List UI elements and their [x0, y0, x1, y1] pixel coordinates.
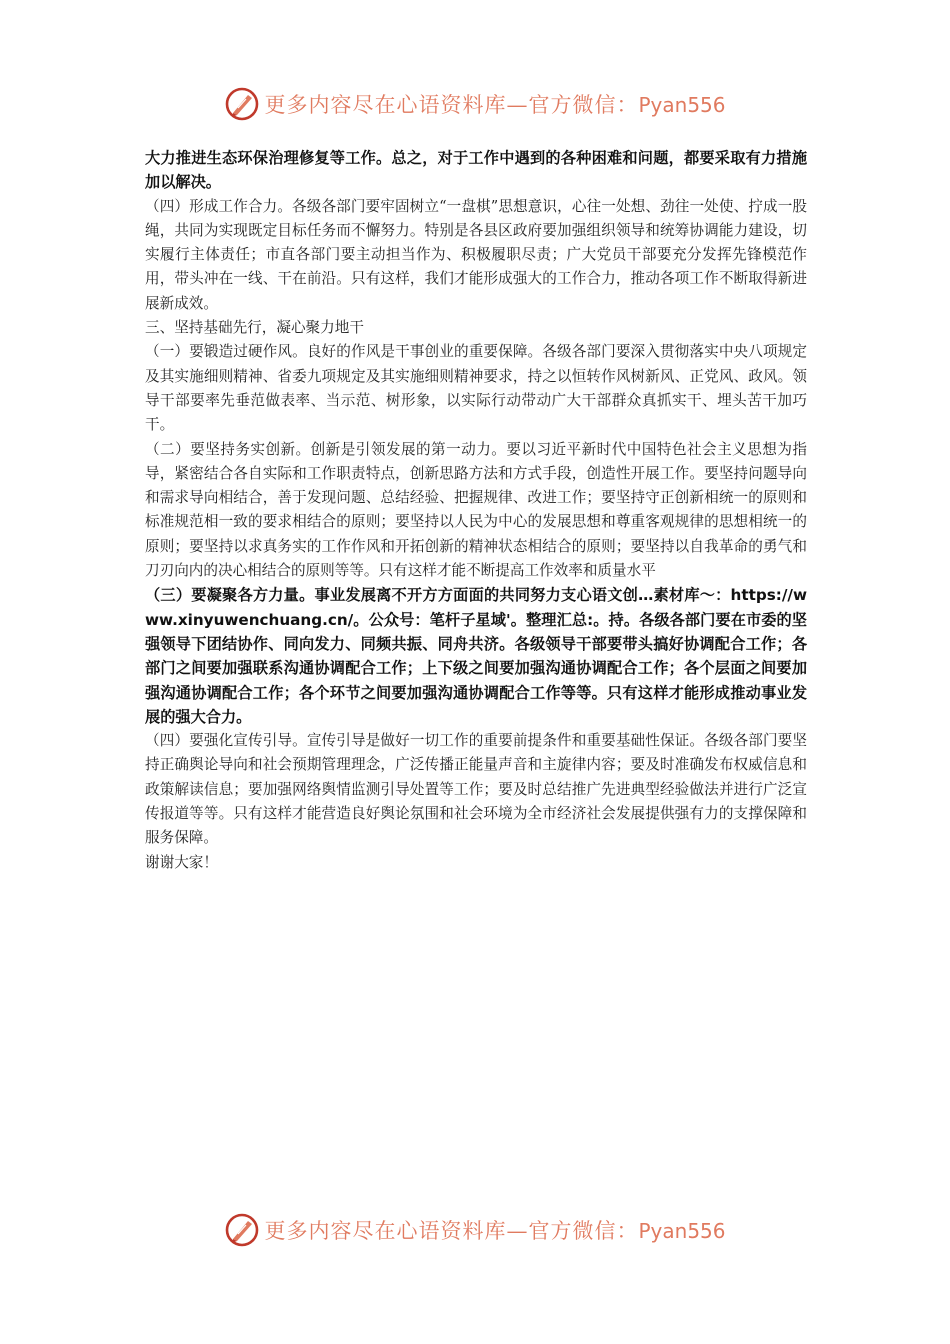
document-body [145, 146, 807, 875]
footer-watermark [0, 1210, 950, 1250]
paragraph-summary: 大力推进生态环保治理修复等工作。总之，对于工作中遇到的各种困难和问题，都要采取有力措施加以解决。 [145, 149, 807, 192]
footer-wechat-id: Pyan556 [638, 1219, 726, 1243]
paragraph-innovation: （二）要坚持务实创新。创新是引领发展的第一动力。要以习近平新时代中国特色社会主义思想为指导，紧密结合各自实际和工作职责特点，创新思路方法和方式手段，创造性开展工作。要坚持问题导向和需求导向相结合，善于发现问题、总结经验、把握规律、改进工作；要坚持守正创新相统一的原则和标准规范相一致的要求相结合的原则；要坚持以人民为中心的发展思想和尊重客观规律的思想相统一的原则；要坚持以求真务实的工作作风和开拓创新的精神状态相结合的原则；要坚持以自我革命的勇气和刀刃向内的决心相结合的原则等等。只有这样才能不断提高工作效率和质量水平 [145, 440, 807, 580]
header-watermark-text: 更多内容尽在心语资料库—官方微信：Pyan556 [264, 93, 726, 117]
pen-logo-icon [224, 1212, 260, 1248]
paragraph-work-synergy: （四）形成工作合力。各级各部门要牢固树立“一盘棋”思想意识，心往一处想、劲往一处使、拧成一股绳，共同为实现既定目标任务而不懈努力。特别是各县区政府要加强组织领导和统筹协调能力建设，切实履行主体责任；市直各部门要主动担当作为、积极履职尽责；广大党员干部要充分发挥先锋模范作用，带头冲在一线、干在前沿。只有这样，我们才能形成强大的工作合力，推动各项工作不断取得新进展新成效。 [145, 197, 807, 312]
section-heading-three: 三、坚持基础先行，凝心聚力地干 [145, 319, 364, 337]
paragraph-work-style: （一）要锻造过硬作风。良好的作风是干事创业的重要保障。各级各部门要深入贯彻落实中央八项规定及其实施细则精神、省委九项规定及其实施细则精神要求，持之以恒转作风树新风、正党风、政风。领导干部要率先垂范做表率、当示范、树形象，以实际行动带动广大干部群众真抓实干、埋头苦干加巧干。 [145, 343, 807, 434]
closing-thanks: 谢谢大家！ [145, 853, 218, 871]
paragraph-publicity: （四）要强化宣传引导。宣传引导是做好一切工作的重要前提条件和重要基础性保证。各级各部门要坚持正确舆论导向和社会预期管理理念，广泛传播正能量声音和主旋律内容；要及时准确发布权威信息和政策解读信息；要加强网络舆情监测引导处置等工作；要及时总结推广先进典型经验做法并进行广泛宣传报道等等。只有这样才能营造良好舆论氛围和社会环境为全市经济社会发展提供强有力的支撑保障和服务保障。 [145, 732, 807, 847]
pen-logo-icon [224, 86, 260, 122]
footer-watermark-text: 更多内容尽在心语资料库—官方微信：Pyan556 [264, 1219, 726, 1243]
header-watermark [0, 84, 950, 124]
paragraph-unite-forces: （三）要凝聚各方力量。事业发展离不开方方面面的共同努力支心语文创…素材库～：https://www.xinyuwenchuang.cn/。公众号：笔杆子星域'。整理汇总:。持。各级各部门要在市委的坚强领导下团结协作、同向发力、同频共振、同舟共济。各级领导干部要带头搞好协调配合工作；各部门之间要加强联系沟通协调配合工作；上下级之间要加强沟通协调配合工作；各个层面之间要加强沟通协调配合工作；各个环节之间要加强沟通协调配合工作等等。只有这样才能形成推动事业发展的强大合力。 [145, 586, 807, 726]
header-wechat-id: Pyan556 [638, 93, 726, 117]
